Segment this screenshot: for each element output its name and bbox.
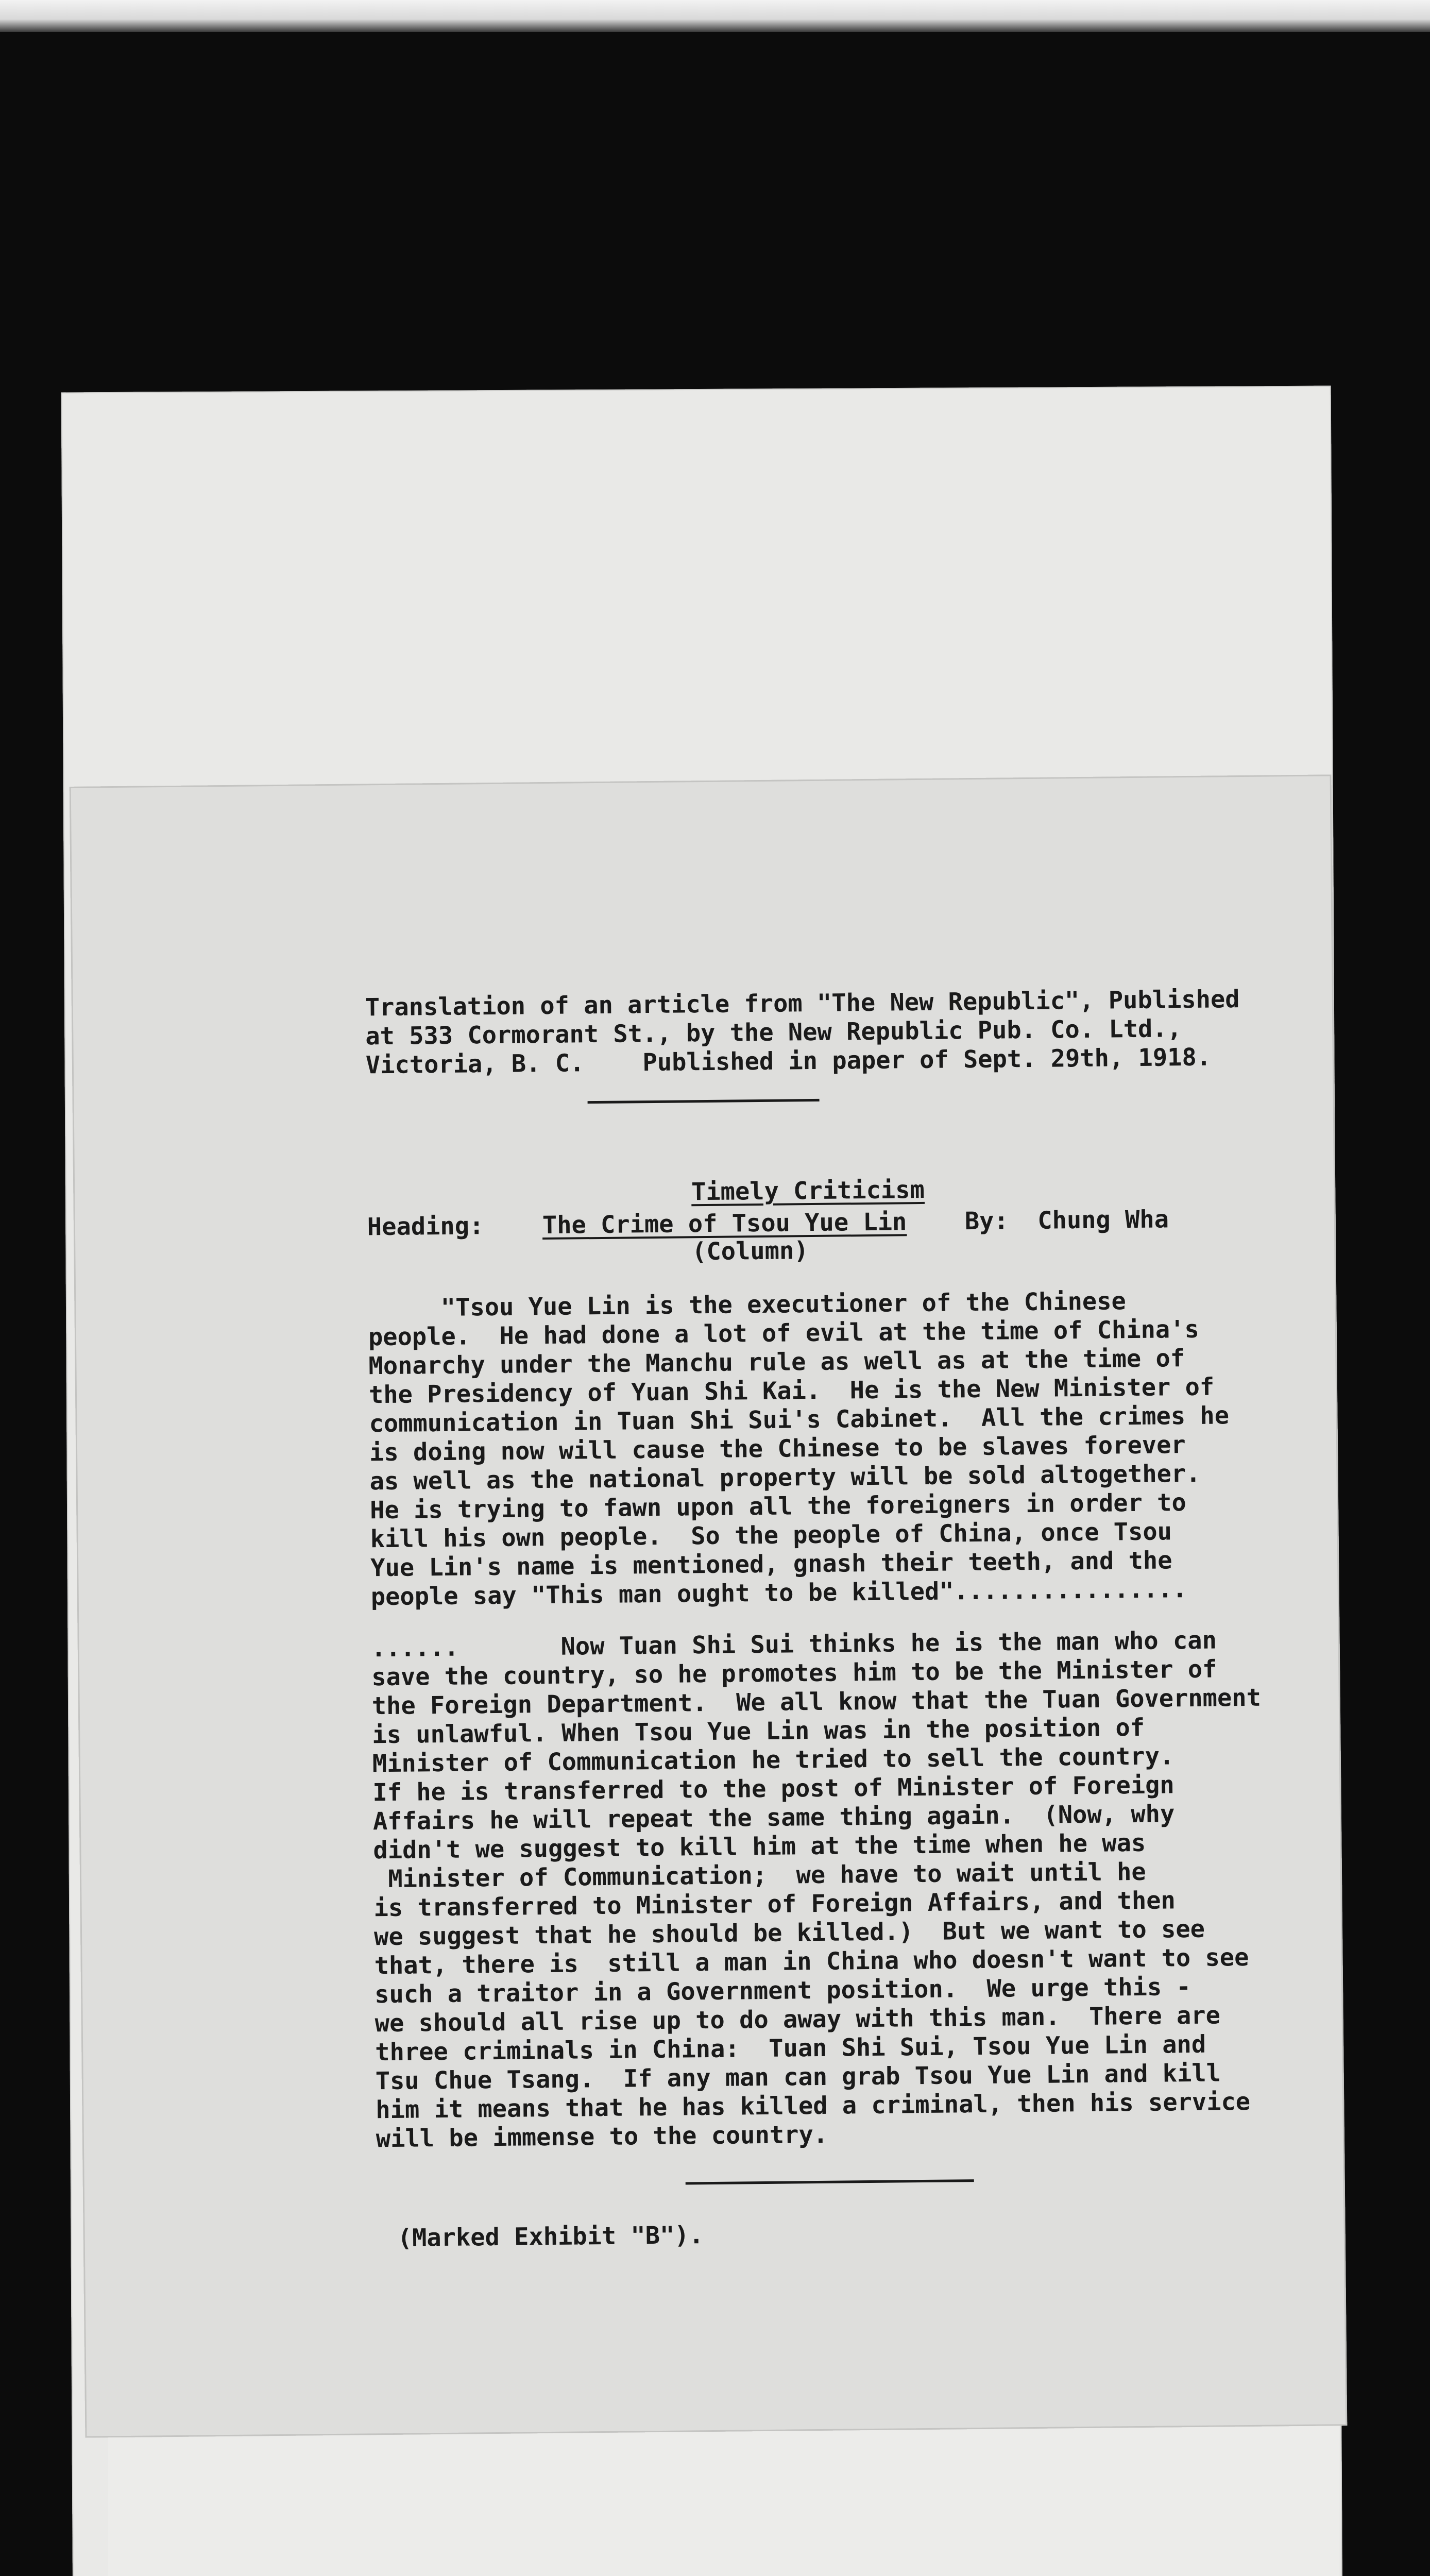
paragraph-1-line: people. He had done a lot of evil at the time of China's [368, 1315, 1200, 1352]
separator-rule-2 [686, 2179, 974, 2184]
intro-line-1: Translation of an article from "The New Republic", Published [365, 985, 1240, 1022]
paragraph-2-line: save the country, so he promotes him to be the Minister of [371, 1655, 1217, 1692]
paragraph-2-line: If he is transferred to the post of Minister of Foreign [372, 1771, 1174, 1807]
separator-rule-1 [588, 1099, 820, 1104]
intro-line-2: at 533 Cormorant St., by the New Republic Pub. Co. Ltd., [365, 1014, 1182, 1051]
paragraph-2-line: is transferred to Minister of Foreign Affairs, and then [373, 1886, 1176, 1923]
paragraph-1-line: as well as the national property will be sold altogether. [369, 1459, 1201, 1496]
paragraph-2-line: such a traitor in a Government position. We urge this - [374, 1973, 1191, 2009]
paragraph-1-line: is doing now will cause the Chinese to be slaves forever [369, 1431, 1186, 1467]
byline: By: Chung Wha [964, 1205, 1169, 1236]
paragraph-2-line: will be immense to the country. [376, 2120, 828, 2154]
paragraph-1-line: the Presidency of Yuan Shi Kai. He is the New Minister of [368, 1372, 1215, 1410]
film-top-edge [0, 0, 1430, 32]
paragraph-1-line: Monarchy under the Manchu rule as well as at the time of [368, 1344, 1185, 1381]
paragraph-1-line: kill his own people. So the people of China, once Tsou [370, 1517, 1172, 1554]
column-note: (Column) [691, 1236, 809, 1266]
paragraph-2-line: the Foreign Department. We all know that the Tuan Government [371, 1683, 1262, 1721]
paragraph-1-line: He is trying to fawn upon all the foreigners in order to [369, 1488, 1186, 1525]
paragraph-1-line: "Tsou Yue Lin is the executioner of the Chinese [368, 1287, 1127, 1323]
exhibit-note: (Marked Exhibit "B"). [397, 2221, 704, 2252]
column-title: Timely Criticism [691, 1175, 925, 1207]
paragraph-1-line: communication in Tuan Shi Sui's Cabinet. All the crimes he [369, 1401, 1230, 1438]
paragraph-2-line: we should all rise up to do away with this man. There are [374, 2001, 1221, 2038]
paragraph-2-line: we suggest that he should be killed.) But we want to see [373, 1914, 1205, 1952]
paragraph-1-line: people say "This man ought to be killed"................ [370, 1575, 1187, 1612]
heading-title: The Crime of Tsou Yue Lin [542, 1208, 907, 1240]
intro-line-3: Victoria, B. C. Published in paper of Sept. 29th, 1918. [365, 1043, 1212, 1080]
document-page [70, 774, 1348, 2437]
paragraph-2-line: ...... Now Tuan Shi Sui thinks he is the man who can [371, 1626, 1217, 1663]
paragraph-2-line: is unlawful. When Tsou Yue Lin was in the position of [372, 1713, 1145, 1750]
paragraph-2-line: Tsu Chue Tsang. If any man can grab Tsou Yue Lin and kill [375, 2059, 1221, 2096]
heading-label: Heading: [367, 1212, 484, 1242]
paragraph-1-line: Yue Lin's name is mentioned, gnash their teeth, and the [370, 1546, 1172, 1583]
paragraph-2-line: him it means that he has killed a criminal, then his service [376, 2087, 1251, 2125]
paragraph-2-line: Minister of Communication; we have to wait until he [373, 1857, 1146, 1894]
paragraph-2-line: three criminals in China: Tuan Shi Sui, Tsou Yue Lin and [375, 2030, 1206, 2067]
paragraph-2-line: Minister of Communication he tried to sell the country. [372, 1742, 1174, 1778]
paragraph-2-line: that, there is still a man in China who doesn't want to see [374, 1943, 1249, 1980]
paragraph-2-line: didn't we suggest to kill him at the time when he was [373, 1828, 1146, 1865]
paragraph-2-line: Affairs he will repeat the same thing again. (Now, why [372, 1800, 1175, 1836]
